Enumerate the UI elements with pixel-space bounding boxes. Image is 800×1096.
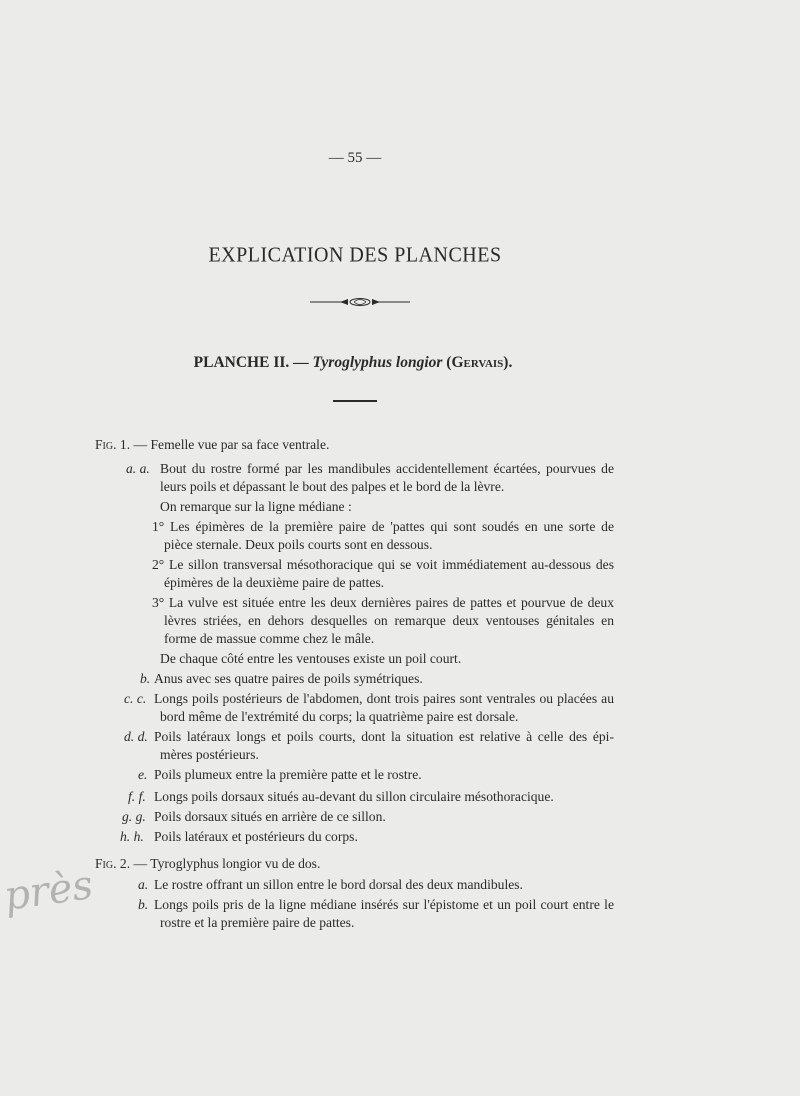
page-title: EXPLICATION DES PLANCHES: [208, 243, 502, 267]
fig1-remark: On remarque sur la ligne médiane :: [160, 499, 352, 514]
fig1-aa-line1: Bout du rostre formé par les mandibules accidentellement écartées, pourvues de: [160, 461, 614, 476]
fig1-point2-line2: épimères de la deuxième paire de pattes.: [164, 575, 385, 590]
section-rule: [333, 400, 377, 402]
fig1-ff-text: Longs poils dorsaux situés au-devant du sillon circulaire mésothoracique.: [154, 789, 554, 804]
fig1-b-text: Anus avec ses quatre paires de poils symétriques.: [154, 671, 423, 686]
fig1-hh-text: Poils latéraux et postérieurs du corps.: [154, 829, 358, 844]
fig1-point2-line1: 2° Le sillon transversal mésothoracique qui se voit immédiatement au-dessous des: [152, 557, 614, 572]
fig1-dd-label: d. d.: [124, 729, 148, 744]
plate-species: Tyroglyphus longior: [312, 354, 443, 371]
fig1-point3-line1: 3° La vulve est située entre les deux dernières paires de pattes et pourvue de deux: [152, 595, 614, 610]
fig1-point3-line3: forme de massue comme chez le mâle.: [164, 631, 375, 646]
fig1-aa-line2: leurs poils et dépassant le bout des palpes et le bord de la lèvre.: [160, 479, 505, 494]
fig2-a-text: Le rostre offrant un sillon entre le bord dorsal des deux mandibules.: [154, 877, 523, 892]
fig1-each-side: De chaque côté entre les ventouses existe un poil court.: [160, 651, 462, 666]
plate-heading: [0, 354, 706, 372]
fig1-b-label: b.: [140, 671, 151, 686]
fig1-dd-line1: Poils latéraux longs et poils courts, dont la situation est relative à celle des épi-: [154, 729, 614, 744]
fig1-point1-line1: 1° Les épimères de la première paire de 'pattes qui sont soudés en une sorte de: [152, 519, 614, 534]
fig1-e-label: e.: [138, 767, 148, 782]
fig1-heading: [95, 436, 329, 454]
fig1-ff-label: f. f.: [128, 789, 146, 804]
fig1-cc-line1: Longs poils postérieurs de l'abdomen, dont trois paires sont ventrales ou placées au: [154, 691, 614, 706]
fig1-point1-line2: pièce sternale. Deux poils courts sont en dessous.: [164, 537, 433, 552]
fig1-point3-line2: lèvres striées, en dehors desquelles on remarque deux ventouses génitales en: [164, 613, 614, 628]
plate-author: Gervais: [451, 354, 504, 371]
page-number: — 55 —: [328, 150, 382, 166]
plate-author-close: ).: [503, 354, 513, 371]
fig1-e-text: Poils plumeux entre la première patte et le rostre.: [154, 767, 422, 782]
fig1-gg-label: g. g.: [122, 809, 146, 824]
fig1-cc-line2: bord même de l'extrémité du corps; la quatrième paire est dorsale.: [160, 709, 519, 724]
ornament-divider: [310, 296, 410, 308]
fig1-aa-label: a. a.: [126, 461, 150, 476]
fig2-b-label: b.: [138, 897, 149, 912]
fig2-a-label: a.: [138, 877, 149, 892]
fig1-caption: — Femelle vue par sa face ventrale.: [130, 437, 330, 452]
fig2-heading: [95, 855, 320, 873]
plate-prefix: PLANCHE II. —: [193, 354, 313, 371]
fig1-gg-text: Poils dorsaux situés en arrière de ce sillon.: [154, 809, 386, 824]
fig2-b-line2: rostre et la première paire de pattes.: [160, 915, 355, 930]
handwritten-margin-note: près: [1, 862, 96, 920]
fig1-label: Fig. 1.: [95, 437, 131, 452]
fig2-b-line1: Longs poils pris de la ligne médiane insérés sur l'épistome et un poil court entre le: [154, 897, 614, 912]
fig2-label: Fig. 2.: [95, 856, 131, 871]
plate-author-open: (: [442, 354, 452, 371]
fig1-cc-label: c. c.: [124, 691, 147, 706]
fig1-dd-line2: mères postérieurs.: [160, 747, 259, 762]
fig1-hh-label: h. h.: [120, 829, 144, 844]
fig2-caption: — Tyroglyphus longior vu de dos.: [130, 856, 321, 871]
